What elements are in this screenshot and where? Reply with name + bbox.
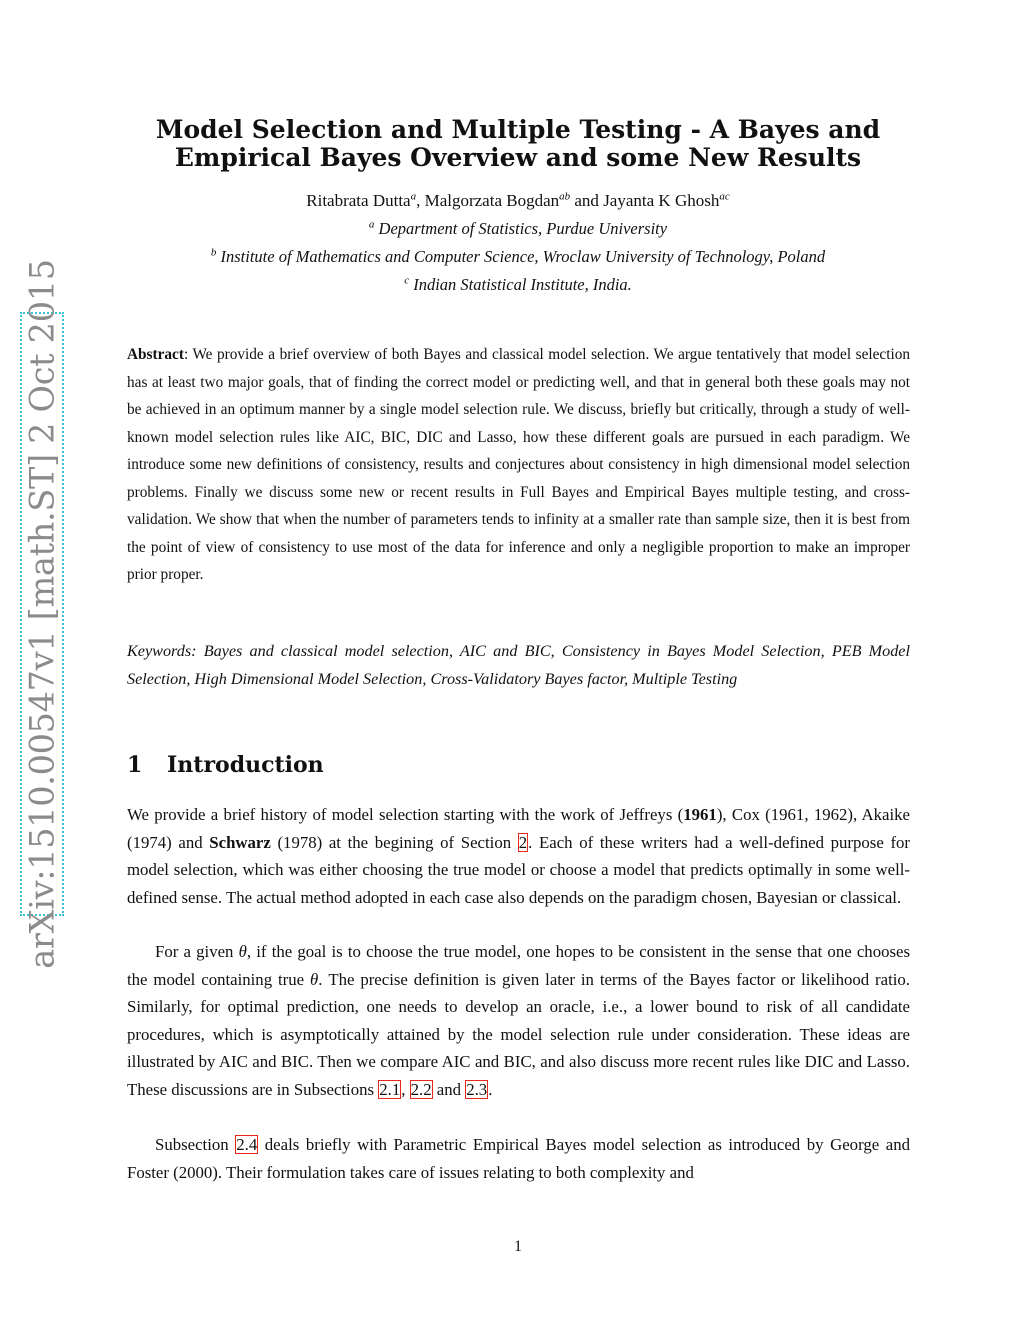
title-line-1: Model Selection and Multiple Testing - A Bayes and [155, 115, 881, 144]
section-ref-link[interactable]: 2 [518, 832, 528, 852]
abstract-label: Abstract [127, 346, 184, 363]
author-list: Ritabrata Dutta$^a$, Malgorzata Bogdan$^{ab}$ and Jayanta K Ghosh$^{ac}$ [306, 190, 730, 210]
arxiv-stamp-text: arXiv:1510.00547v1 [math.ST] 2 Oct 2015 [22, 259, 62, 969]
intro-paragraph-1: We provide a brief history of model selection starting with the work of Jeffreys (1961), Cox (1961, 1962), Akaike (1974) and Schwarz (1978) at the begining of Section 2. Each of these writers had a well-defined purpose for model selection, which was either choosing the true model or choose a model that predicts optimally in some well-defined sense. The actual method adopted in each case also depends on the paradigm chosen, Bayesian or classical. [127, 805, 911, 907]
author-dutta: Ritabrata Dutta [306, 191, 411, 210]
section-heading [127, 752, 324, 778]
author-bogdan: Malgorzata Bogdan [424, 191, 560, 210]
abstract [127, 341, 910, 589]
section-title: Introduction [167, 752, 324, 778]
affiliation-c: $^c$ Indian Statistical Institute, India. [404, 274, 632, 294]
section-number: 1 [127, 752, 143, 778]
intro-paragraph-2: For a given θ, if the goal is to choose the true model, one hopes to be consistent in the sense that one chooses the model containing true θ. The precise definition is given later in terms of the Bayes factor or likelihood ratio. Similarly, for optimal prediction, one needs to develop an oracle, i.e., a lower bound to risk of all candidate procedures, which is asymptotically attained by the model selection rule under consideration. These ideas are illustrated by AIC and BIC. Then we compare AIC and BIC, and also discuss more recent rules like DIC and Lasso. These discussions are in Subsections 2.1, 2.2 and 2.3. [127, 942, 911, 1099]
paper-title [100, 116, 936, 172]
arxiv-stamp[interactable] [20, 259, 64, 969]
affiliation-a: $^a$ Department of Statistics, Purdue University [368, 218, 668, 238]
subsection-ref-link[interactable]: 2.3 [466, 1079, 488, 1099]
title-line-2: Empirical Bayes Overview and some New Results [174, 143, 862, 172]
abstract-text: : We provide a brief overview of both Bayes and classical model selection. We argue tentatively that model selection has at least two major goals, that of finding the correct model or predicting well, and that in general both these goals may not be achieved in an optimum manner by a single model selection rule. We discuss, briefly but critically, through a study of well-known model selection rules like AIC, BIC, DIC and Lasso, how these different goals are pursued in each paradigm. We introduce some new definitions of consistency, results and conjectures about consistency in high dimensional model selection problems. Finally we discuss some new or recent results in Full Bayes and Empirical Bayes multiple testing, and cross-validation. We show that when the number of parameters tends to infinity at a smaller rate than sample size, then it is best from the point of view of consistency to use most of the data for inference and only a negligible proportion to make an improper prior proper. [127, 346, 910, 583]
author-ghosh: Jayanta K Ghosh [603, 191, 720, 210]
keywords: Keywords: Bayes and classical model selection, AIC and BIC, Consistency in Bayes Model Selection, PEB Model Selection, High Dimensional Model Selection, Cross-Validatory Bayes factor, Multiple Testing [127, 642, 910, 688]
subsection-ref-link[interactable]: 2.2 [410, 1079, 432, 1099]
page-number: 1 [514, 1238, 522, 1255]
intro-paragraph-3: Subsection 2.4 deals briefly with Parametric Empirical Bayes model selection as introduced by George and Foster (2000). Their formulation takes care of issues relating to both complexity and [127, 1135, 911, 1182]
subsection-ref-link[interactable]: 2.4 [236, 1135, 258, 1154]
affiliation-b: $^b$ Institute of Mathematics and Computer Science, Wroclaw University of Technology, Poland [210, 246, 826, 266]
subsection-ref-link[interactable]: 2.1 [379, 1079, 401, 1099]
